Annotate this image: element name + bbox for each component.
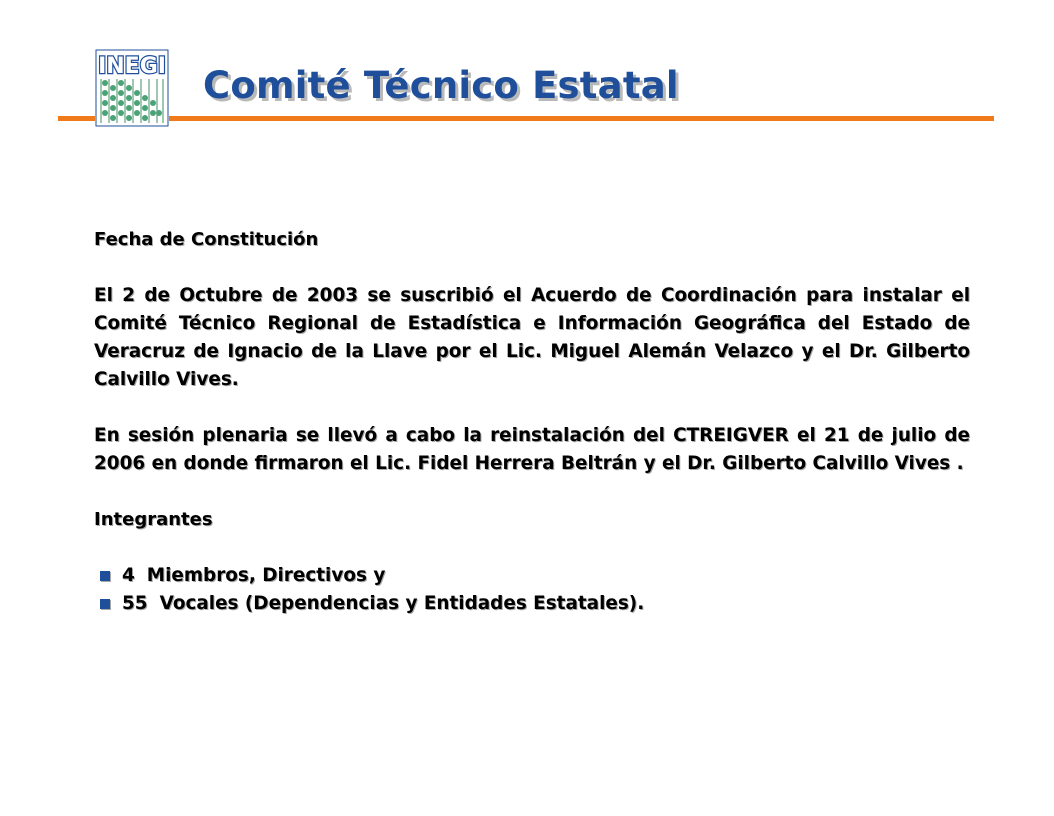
section-heading-constitution: Fecha de Constitución <box>94 229 319 250</box>
page-title: Comité Técnico Estatal <box>203 64 679 107</box>
inegi-logo-icon <box>95 49 169 127</box>
member-label: Miembros, Directivos y <box>146 565 386 586</box>
spacer <box>94 534 970 562</box>
section-heading-members: Integrantes <box>94 509 213 530</box>
spacer <box>94 478 970 506</box>
list-item <box>100 590 970 618</box>
member-count: 55 <box>122 593 148 614</box>
svg-text:INEGI: INEGI <box>98 54 166 79</box>
square-bullet-icon <box>100 571 110 581</box>
slide-body <box>94 226 970 618</box>
member-label: Vocales (Dependencias y Entidades Estatales). <box>159 593 645 614</box>
paragraph-agreement: El 2 de Octubre de 2003 se suscribió el Acuerdo de Coordinación para instalar el Comité Técnico Regional de Estadística e Información Geográfica del Estado de Veracruz de Ignacio de la Llave por el Lic. Miguel Alemán Velazco y el Dr. Gilberto Calvillo Vives. <box>94 285 970 390</box>
member-count: 4 <box>122 565 135 586</box>
spacer <box>94 394 970 422</box>
spacer <box>94 254 970 282</box>
square-bullet-icon <box>100 599 110 609</box>
title-container <box>203 64 679 107</box>
paragraph-reinstallation: En sesión plenaria se llevó a cabo la reinstalación del CTREIGVER el 21 de julio de 2006 en donde firmaron el Lic. Fidel Herrera Beltrán y el Dr. Gilberto Calvillo Vives . <box>94 425 970 474</box>
list-item <box>100 562 970 590</box>
slide-header <box>0 0 1054 140</box>
members-list <box>94 562 970 618</box>
orange-divider <box>58 116 994 121</box>
